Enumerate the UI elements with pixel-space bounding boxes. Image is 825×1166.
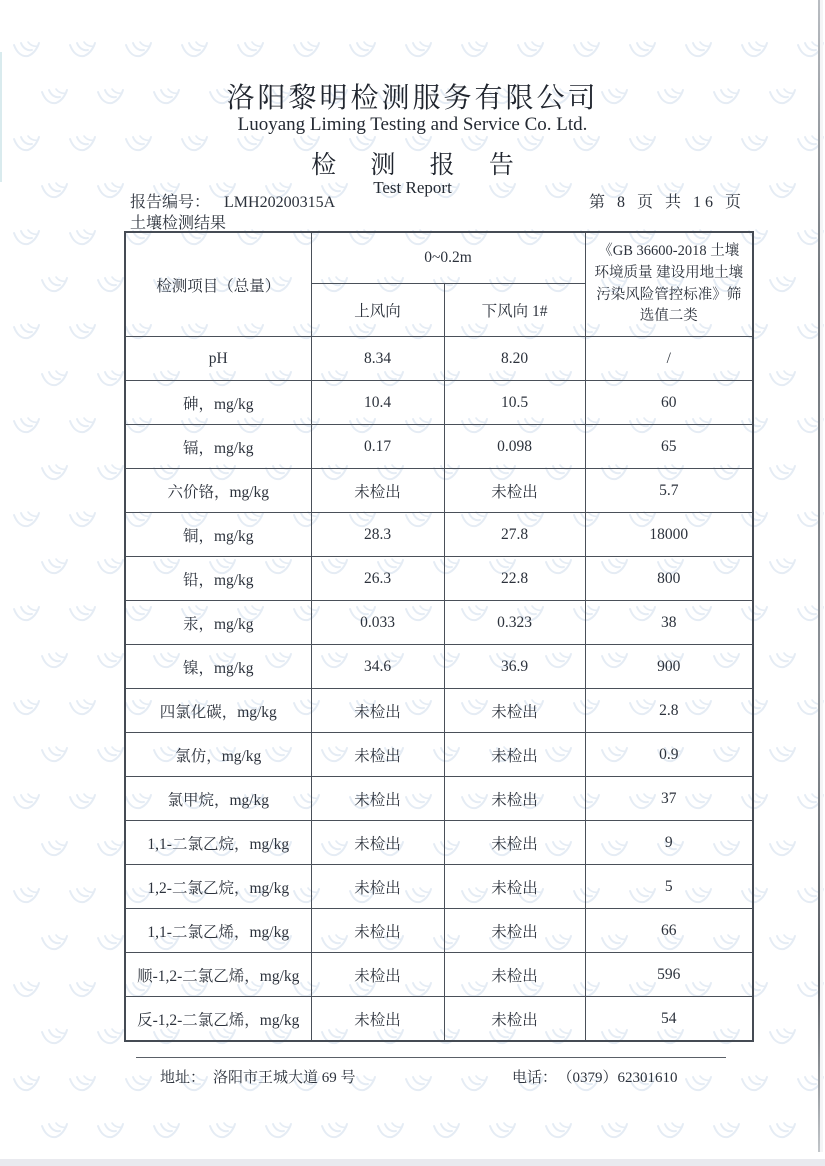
standard-value-cell: 38 — [585, 601, 753, 645]
address-label: 地址： — [160, 1070, 206, 1086]
standard-value-cell: 18000 — [585, 513, 753, 557]
analyte-cell: 氯甲烷，mg/kg — [125, 777, 311, 821]
downwind-value-cell: 0.098 — [444, 425, 585, 469]
analyte-cell: 反-1,2-二氯乙烯，mg/kg — [125, 997, 311, 1042]
analyte-cell: 1,2-二氯乙烷，mg/kg — [125, 865, 311, 909]
downwind-value-cell: 未检出 — [444, 777, 585, 821]
report-number-value: LMH20200315A — [224, 194, 336, 211]
report-title-cn: 检 测 报 告 — [311, 152, 528, 179]
table-row — [125, 821, 753, 865]
downwind-value-cell: 10.5 — [444, 381, 585, 425]
upwind-value-cell: 未检出 — [311, 777, 444, 821]
upwind-value-cell: 未检出 — [311, 865, 444, 909]
report-number — [130, 189, 335, 212]
page-edge-shadow-right — [818, 0, 820, 1152]
address-value: 洛阳市王城大道 69 号 — [213, 1070, 356, 1086]
downwind-value-cell: 未检出 — [444, 909, 585, 953]
analyte-cell: 六价铬，mg/kg — [125, 469, 311, 513]
upwind-value-cell: 未检出 — [311, 953, 444, 997]
table-row — [125, 645, 753, 689]
downwind-value-cell: 8.20 — [444, 337, 585, 381]
header-upwind: 上风向 — [311, 284, 444, 337]
footer-address — [160, 1066, 356, 1087]
footer-phone — [512, 1066, 678, 1087]
table-row — [125, 601, 753, 645]
page-edge-shadow-bottom — [0, 1159, 825, 1166]
meta-row — [130, 189, 745, 212]
analyte-cell: 顺-1,2-二氯乙烯，mg/kg — [125, 953, 311, 997]
upwind-value-cell: 未检出 — [311, 689, 444, 733]
downwind-value-cell: 27.8 — [444, 513, 585, 557]
report-title-en: Test Report — [373, 178, 452, 197]
standard-value-cell: 5.7 — [585, 469, 753, 513]
downwind-value-cell: 0.323 — [444, 601, 585, 645]
phone-value: （0379）62301610 — [565, 1070, 678, 1086]
page-edge-shadow-right-soft — [820, 0, 823, 1152]
analyte-cell: pH — [125, 337, 311, 381]
page-indicator: 第 8 页 共 16 页 — [588, 194, 745, 211]
analyte-cell: 铅，mg/kg — [125, 557, 311, 601]
downwind-value-cell: 未检出 — [444, 865, 585, 909]
upwind-value-cell: 0.17 — [311, 425, 444, 469]
table-row — [125, 953, 753, 997]
report-number-label: 报告编号： — [130, 194, 211, 211]
analyte-cell: 铜，mg/kg — [125, 513, 311, 557]
results-table — [124, 231, 754, 1042]
downwind-value-cell: 未检出 — [444, 821, 585, 865]
upwind-value-cell: 未检出 — [311, 997, 444, 1042]
downwind-value-cell: 22.8 — [444, 557, 585, 601]
standard-value-cell: 0.9 — [585, 733, 753, 777]
company-name-en: Luoyang Liming Testing and Service Co. Ltd. — [237, 114, 588, 135]
table-row — [125, 777, 753, 821]
phone-label: 电话： — [512, 1070, 558, 1086]
table-row — [125, 381, 753, 425]
table-row — [125, 865, 753, 909]
upwind-value-cell: 8.34 — [311, 337, 444, 381]
header-downwind: 下风向 1# — [444, 284, 585, 337]
table-row — [125, 513, 753, 557]
analyte-cell: 四氯化碳，mg/kg — [125, 689, 311, 733]
downwind-value-cell: 36.9 — [444, 645, 585, 689]
header-item-column: 检测项目（总量） — [125, 232, 311, 337]
standard-value-cell: 800 — [585, 557, 753, 601]
upwind-value-cell: 未检出 — [311, 469, 444, 513]
upwind-value-cell: 0.033 — [311, 601, 444, 645]
standard-value-cell: 54 — [585, 997, 753, 1042]
downwind-value-cell: 未检出 — [444, 953, 585, 997]
table-row — [125, 909, 753, 953]
standard-value-cell: 900 — [585, 645, 753, 689]
upwind-value-cell: 10.4 — [311, 381, 444, 425]
standard-value-cell: 5 — [585, 865, 753, 909]
upwind-value-cell: 未检出 — [311, 821, 444, 865]
standard-value-cell: 60 — [585, 381, 753, 425]
upwind-value-cell: 28.3 — [311, 513, 444, 557]
table-row — [125, 689, 753, 733]
header-screening-standard: 《GB 36600-2018 土壤环境质量 建设用地土壤污染风险管控标准》筛选值二类 — [585, 232, 753, 337]
table-row — [125, 557, 753, 601]
standard-value-cell: 66 — [585, 909, 753, 953]
standard-value-cell: / — [585, 337, 753, 381]
upwind-value-cell: 34.6 — [311, 645, 444, 689]
results-table-body — [125, 337, 753, 1042]
analyte-cell: 氯仿，mg/kg — [125, 733, 311, 777]
company-name-cn: 洛阳黎明检测服务有限公司 — [226, 83, 599, 114]
downwind-value-cell: 未检出 — [444, 997, 585, 1042]
downwind-value-cell: 未检出 — [444, 689, 585, 733]
downwind-value-cell: 未检出 — [444, 733, 585, 777]
standard-value-cell: 65 — [585, 425, 753, 469]
downwind-value-cell: 未检出 — [444, 469, 585, 513]
analyte-cell: 1,1-二氯乙烷，mg/kg — [125, 821, 311, 865]
analyte-cell: 镉，mg/kg — [125, 425, 311, 469]
upwind-value-cell: 未检出 — [311, 909, 444, 953]
standard-value-cell: 9 — [585, 821, 753, 865]
standard-value-cell: 596 — [585, 953, 753, 997]
standard-value-cell: 37 — [585, 777, 753, 821]
upwind-value-cell: 未检出 — [311, 733, 444, 777]
analyte-cell: 镍，mg/kg — [125, 645, 311, 689]
table-row — [125, 733, 753, 777]
upwind-value-cell: 26.3 — [311, 557, 444, 601]
table-row — [125, 997, 753, 1042]
table-row — [125, 337, 753, 381]
section-title: 土壤检测结果 — [130, 215, 227, 232]
table-row — [125, 425, 753, 469]
analyte-cell: 砷，mg/kg — [125, 381, 311, 425]
analyte-cell: 汞，mg/kg — [125, 601, 311, 645]
standard-value-cell: 2.8 — [585, 689, 753, 733]
footer-rule — [136, 1057, 726, 1058]
page-edge-tint-left — [0, 52, 2, 182]
table-row — [125, 469, 753, 513]
analyte-cell: 1,1-二氯乙烯，mg/kg — [125, 909, 311, 953]
header-depth-group: 0~0.2m — [311, 232, 585, 284]
